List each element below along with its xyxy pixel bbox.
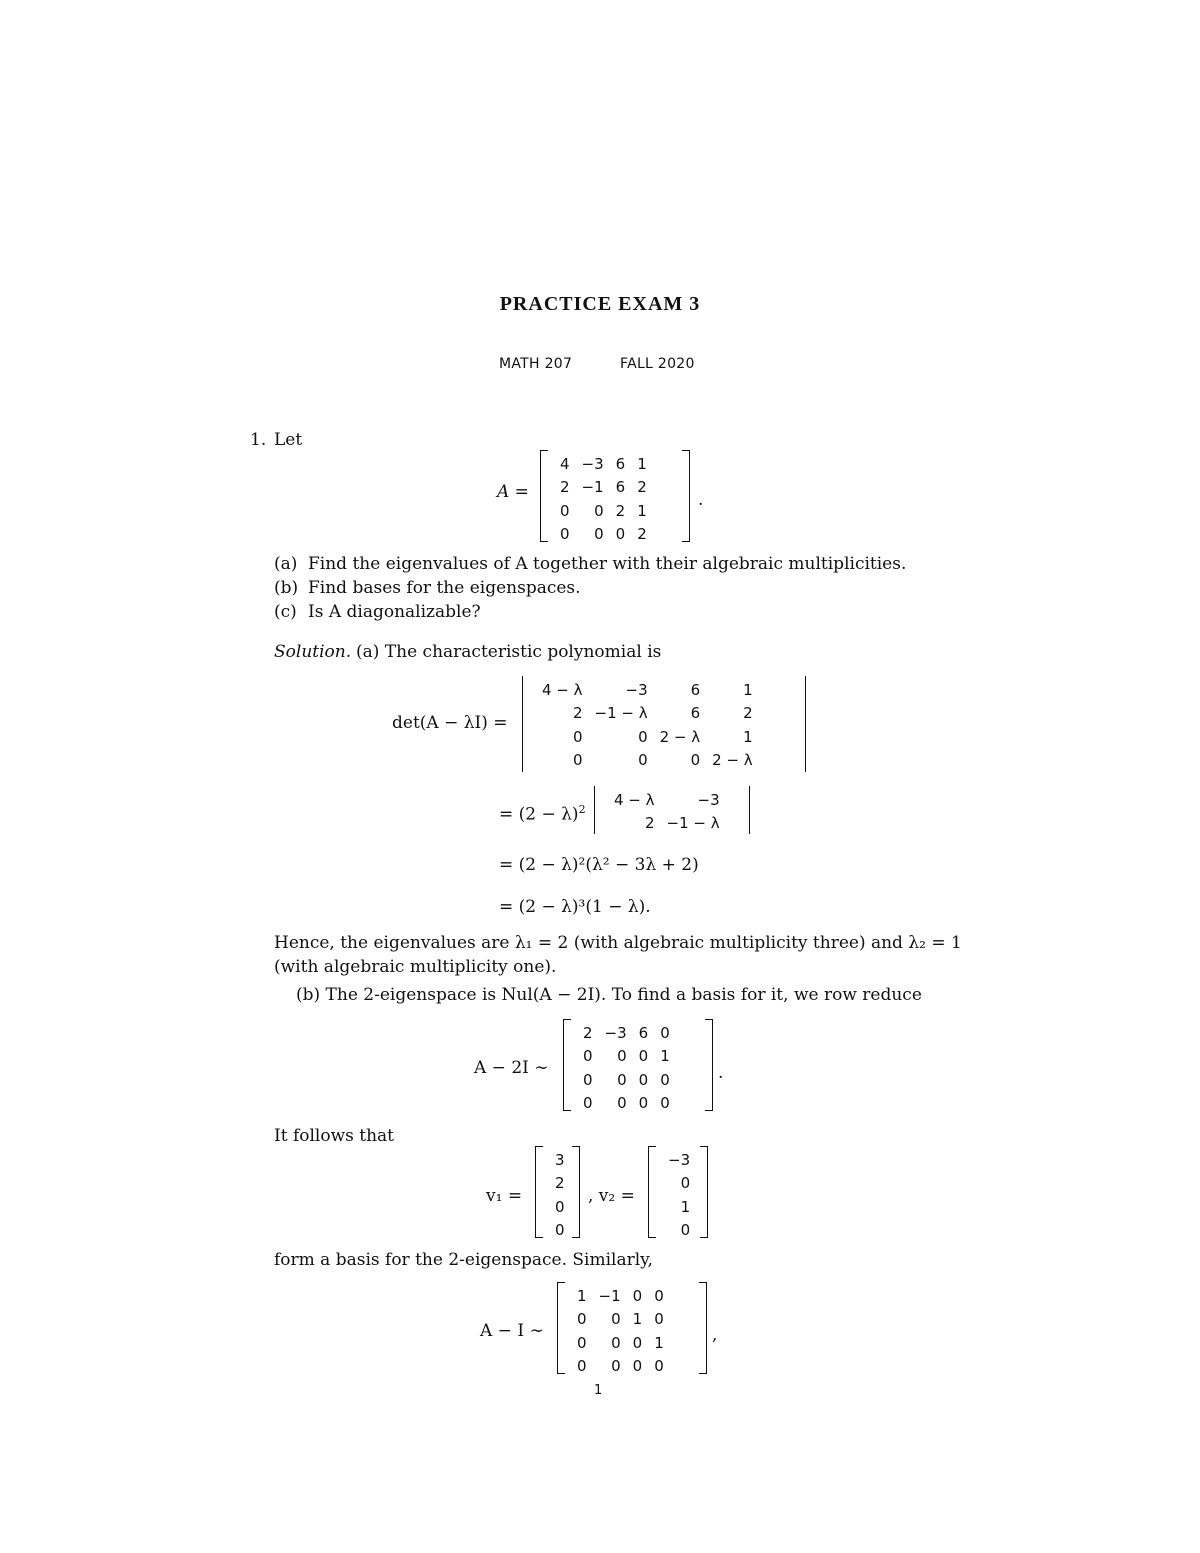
matrix-entry: 1: [632, 1310, 643, 1329]
solution-label: Solution.: [274, 642, 352, 662]
vector-v2: [648, 1146, 708, 1238]
matrix-row: [554, 476, 653, 500]
matrix-entry: 0: [555, 1221, 565, 1240]
matrix-grid: [536, 678, 759, 772]
matrix-entry: 0: [638, 1047, 649, 1066]
matrix-entry: 0: [572, 751, 583, 770]
matrix-entry: 6: [690, 680, 701, 699]
matrix-entry: 0: [594, 525, 604, 544]
matrix-entry: 0: [583, 1047, 593, 1066]
problem-intro: Let: [274, 430, 303, 450]
matrix-entry: 0: [632, 1333, 643, 1352]
matrix-row: [571, 1331, 670, 1355]
matrix-entry: 0: [615, 525, 626, 544]
matrix-entry: 0: [560, 525, 570, 544]
matrix-entry: −1: [581, 478, 604, 497]
solution-intro: (a) The characteristic polynomial is: [356, 642, 662, 662]
matrix-entry: 0: [583, 1094, 593, 1113]
rref-matrix-a-2i: [563, 1019, 713, 1111]
matrix-entry: 0: [611, 1310, 621, 1329]
matrix-entry: 0: [611, 1333, 621, 1352]
part-b-solution: (b) The 2-eigenspace is Nul(A − 2I). To find a basis for it, we row reduce: [296, 985, 922, 1005]
matrix-entry: 6: [615, 454, 626, 473]
matrix-entry: 2: [583, 1023, 593, 1042]
matrix-entry: 0: [572, 727, 583, 746]
v1-lhs: v₁ =: [486, 1186, 523, 1206]
step4: = (2 − λ)³(1 − λ).: [499, 897, 651, 917]
determinant-2x2: [594, 786, 750, 834]
matrix-grid: [571, 1284, 670, 1378]
matrix-entry: 0: [594, 501, 604, 520]
matrix-entry: 6: [638, 1023, 649, 1042]
matrix-entry: 2: [637, 478, 647, 497]
matrix-grid: [577, 1021, 676, 1115]
matrix-a-period: .: [698, 490, 704, 510]
matrix-entry: 1: [654, 1333, 664, 1352]
matrix-entry: 0: [583, 1070, 593, 1089]
rref2-lhs: A − I ∼: [480, 1321, 544, 1341]
matrix-entry: −3: [581, 454, 604, 473]
matrix-entry: 1: [637, 454, 647, 473]
matrix-row: [577, 1045, 676, 1069]
matrix-row: [571, 1284, 670, 1308]
follows-text: It follows that: [274, 1126, 395, 1146]
matrix-entry: 0: [638, 751, 648, 770]
step2-exponent: 2: [578, 803, 586, 816]
matrix-row: [571, 1308, 670, 1332]
matrix-entry: 1: [743, 680, 753, 699]
problem-number: 1.: [250, 430, 267, 450]
part-b-text: Find bases for the eigenspaces.: [308, 578, 581, 598]
matrix-entry: 0: [680, 1221, 691, 1240]
matrix-row: [536, 725, 759, 749]
matrix-entry: 6: [615, 478, 626, 497]
rref1-period: .: [718, 1063, 724, 1083]
matrix-entry: 2 − λ: [659, 727, 701, 746]
matrix-entry: 2: [555, 1174, 565, 1193]
matrix-entry: 0: [555, 1197, 565, 1216]
matrix-entry: 0: [632, 1357, 643, 1376]
matrix-row: [662, 1172, 696, 1196]
matrix-row: [554, 452, 653, 476]
matrix-entry: 0: [638, 1070, 649, 1089]
matrix-entry: −1 − λ: [666, 814, 720, 833]
matrix-entry: 0: [617, 1094, 627, 1113]
matrix-row: [554, 523, 653, 547]
matrix-entry: 0: [632, 1286, 643, 1305]
matrix-entry: 0: [654, 1310, 664, 1329]
matrix-entry: 6: [690, 704, 701, 723]
matrix-a: [540, 450, 690, 542]
matrix-entry: 4 − λ: [614, 790, 655, 809]
part-b-label: (b): [274, 578, 299, 598]
matrix-entry: 0: [577, 1357, 587, 1376]
determinant-matrix: [522, 676, 806, 772]
basis-text: form a basis for the 2-eigenspace. Similarly,: [274, 1250, 653, 1270]
matrix-entry: 2: [644, 814, 655, 833]
matrix-a-label: A =: [497, 482, 529, 502]
matrix-entry: 2 − λ: [712, 751, 753, 770]
matrix-entry: 0: [617, 1070, 627, 1089]
vector-v1: [535, 1146, 580, 1238]
matrix-entry: 0: [577, 1310, 587, 1329]
matrix-entry: 2: [615, 501, 626, 520]
part-c-label: (c): [274, 602, 297, 622]
step3: = (2 − λ)²(λ² − 3λ + 2): [499, 855, 699, 875]
matrix-entry: 1: [637, 501, 647, 520]
matrix-entry: 0: [660, 1070, 670, 1089]
matrix-entry: 4: [560, 454, 570, 473]
matrix-row: [549, 1148, 571, 1172]
matrix-row: [549, 1195, 571, 1219]
part-a-label: (a): [274, 554, 298, 574]
part-a-text: Find the eigenvalues of A together with their algebraic multiplicities.: [308, 554, 907, 574]
matrix-row: [608, 788, 726, 812]
matrix-entry: 2: [572, 704, 583, 723]
matrix-row: [662, 1195, 696, 1219]
matrix-row: [608, 812, 726, 836]
matrix-row: [536, 678, 759, 702]
matrix-entry: −3: [668, 1150, 691, 1169]
course-label: MATH 207: [499, 356, 573, 372]
matrix-row: [571, 1355, 670, 1379]
matrix-row: [536, 702, 759, 726]
rref2-comma: ,: [712, 1325, 718, 1345]
matrix-grid: [554, 452, 653, 546]
matrix-row: [549, 1219, 571, 1243]
matrix-entry: 0: [680, 1174, 691, 1193]
matrix-grid: [549, 1148, 571, 1242]
matrix-entry: 0: [577, 1333, 587, 1352]
term-label: FALL 2020: [620, 356, 695, 372]
rref-matrix-a-i: [557, 1282, 707, 1374]
rref1-lhs: A − 2I ∼: [474, 1058, 549, 1078]
eigenvalue-line-2: (with algebraic multiplicity one).: [274, 957, 557, 977]
matrix-grid: [662, 1148, 696, 1242]
matrix-entry: 1: [743, 727, 753, 746]
matrix-entry: −3: [604, 1023, 627, 1042]
matrix-entry: −3: [697, 790, 720, 809]
part-c-text: Is A diagonalizable?: [308, 602, 481, 622]
matrix-row: [577, 1021, 676, 1045]
matrix-entry: 1: [680, 1197, 691, 1216]
matrix-entry: 0: [654, 1357, 664, 1376]
matrix-entry: 2: [560, 478, 570, 497]
matrix-entry: 1: [660, 1047, 670, 1066]
v2-lhs: , v₂ =: [588, 1186, 635, 1206]
matrix-grid: [608, 788, 726, 835]
matrix-row: [536, 749, 759, 773]
step2-prefix: [499, 803, 586, 825]
matrix-row: [577, 1068, 676, 1092]
matrix-entry: 4 − λ: [542, 680, 583, 699]
matrix-entry: 2: [743, 704, 753, 723]
matrix-entry: 0: [560, 501, 570, 520]
det-lhs: det(A − λI) =: [392, 713, 508, 733]
matrix-entry: −3: [625, 680, 648, 699]
matrix-entry: 0: [638, 727, 648, 746]
page-number: 1: [594, 1383, 603, 1398]
matrix-entry: 0: [690, 751, 701, 770]
eigenvalue-line-1: Hence, the eigenvalues are λ₁ = 2 (with algebraic multiplicity three) and λ₂ = 1: [274, 933, 962, 953]
step2-text: = (2 − λ): [499, 804, 579, 825]
matrix-row: [577, 1092, 676, 1116]
matrix-entry: 0: [660, 1094, 670, 1113]
matrix-entry: −1 − λ: [594, 704, 648, 723]
matrix-entry: 2: [637, 525, 647, 544]
matrix-entry: 0: [654, 1286, 664, 1305]
matrix-entry: 0: [617, 1047, 627, 1066]
matrix-row: [549, 1172, 571, 1196]
matrix-entry: 3: [555, 1150, 565, 1169]
matrix-entry: 0: [638, 1094, 649, 1113]
matrix-entry: 1: [577, 1286, 587, 1305]
matrix-row: [662, 1219, 696, 1243]
page-title: PRACTICE EXAM 3: [499, 293, 701, 315]
matrix-entry: 0: [611, 1357, 621, 1376]
matrix-row: [662, 1148, 696, 1172]
matrix-row: [554, 499, 653, 523]
matrix-entry: 0: [660, 1023, 670, 1042]
matrix-entry: −1: [598, 1286, 621, 1305]
